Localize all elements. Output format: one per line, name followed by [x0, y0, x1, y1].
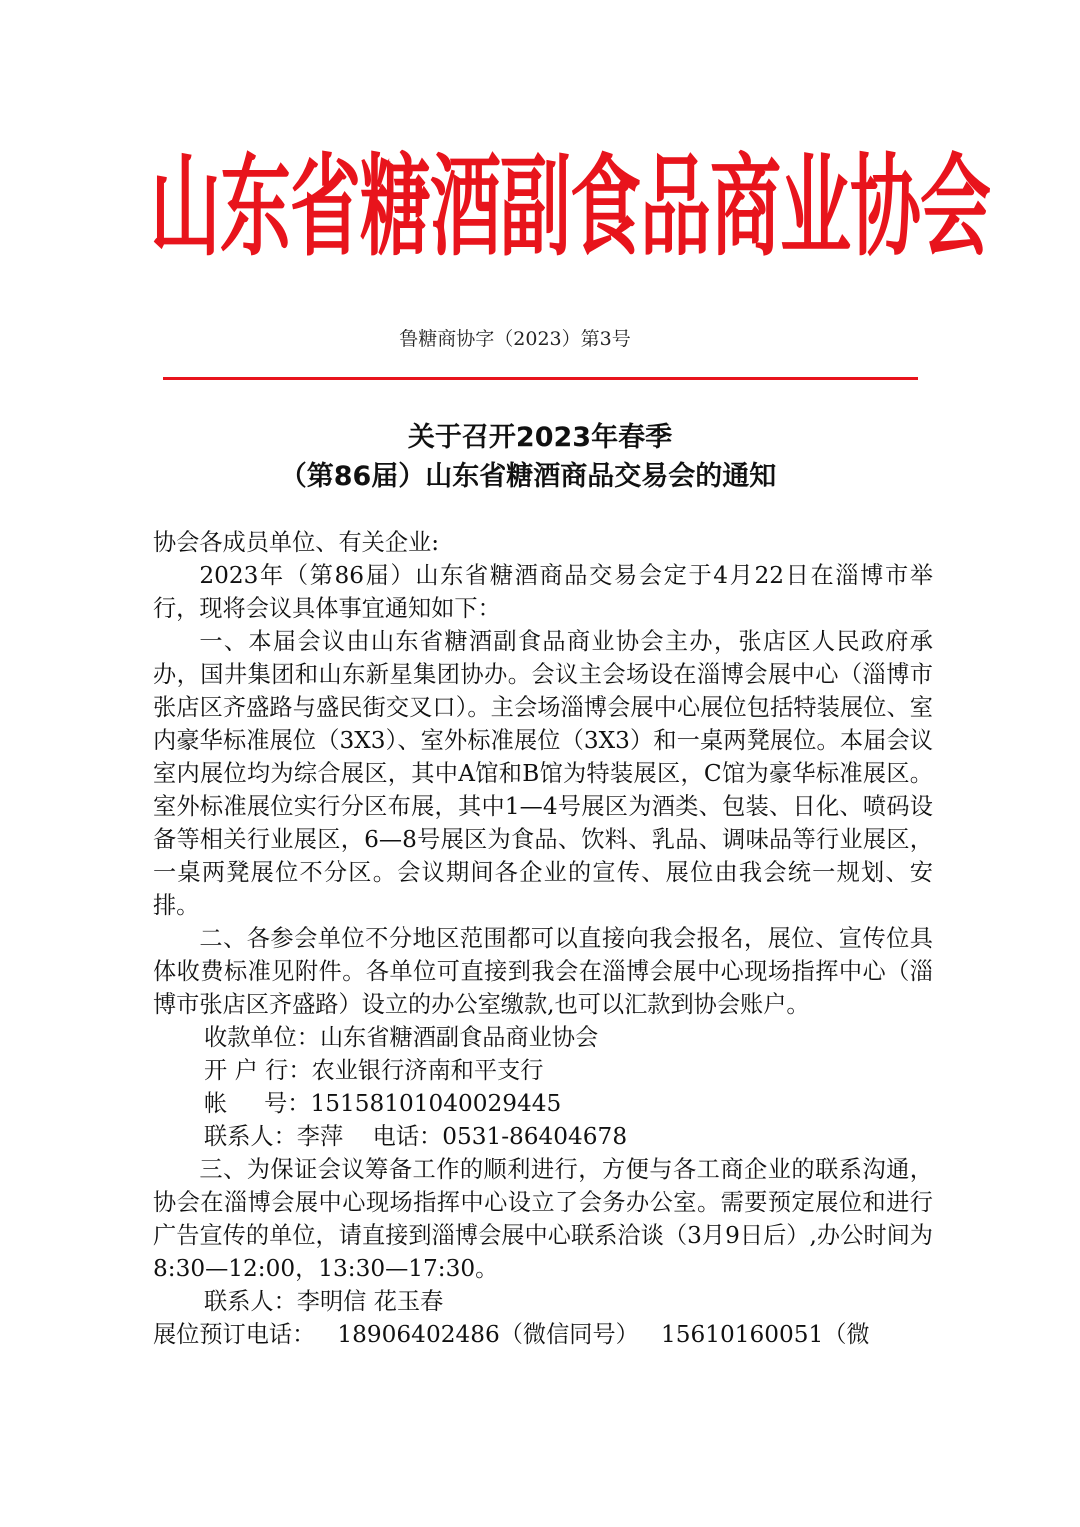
notice-title-line1: 关于召开2023年春季	[407, 422, 673, 453]
contact2-line: 联系人：李明信 花玉春	[204, 1288, 444, 1315]
contact-line: 联系人：李萍 电话：0531-86404678	[204, 1123, 628, 1150]
document-number: 鲁糖商协字（2023）第3号	[399, 328, 631, 350]
section-2-paragraph: 二、各参会单位不分地区范围都可以直接向我会报名，展位、宣传位具体收费标准见附件。各单位可直接到我会在淄博会展中心现场指挥中心（淄博市张店区齐盛路）设立的办公室缴款,也可以汇款到协会账户。	[153, 925, 933, 1018]
org-name-heading: 山东省糖酒副食品商业协会	[150, 142, 991, 272]
salutation: 协会各成员单位、有关企业:	[153, 529, 440, 556]
section-3-paragraph: 三、为保证会议筹备工作的顺利进行，方便与各工商企业的联系沟通，协会在淄博会展中心现场指挥中心设立了会务办公室。需要预定展位和进行广告宣传的单位，请直接到淄博会展中心联系洽谈（3月9日后）,办公时间为8:30—12:00，13:30—17:30。	[153, 1156, 933, 1282]
red-divider	[163, 377, 918, 380]
account-line: 帐 号：15158101040029445	[204, 1090, 562, 1117]
section-1-paragraph: 一、本届会议由山东省糖酒副食品商业协会主办，张店区人民政府承办，国井集团和山东新星集团协办。会议主会场设在淄博会展中心（淄博市张店区齐盛路与盛民街交叉口）。主会场淄博会展中心展位包括特装展位、室内豪华标准展位（3X3）、室外标准展位（3X3）和一桌两凳展位。本届会议室内展位均为综合展区，其中A馆和B馆为特装展区，C馆为豪华标准展区。室外标准展位实行分区布展，其中1—4号展区为酒类、包装、日化、喷码设备等相关行业展区，6—8号展区为食品、饮料、乳品、调味品等行业展区，一桌两凳展位不分区。会议期间各企业的宣传、展位由我会统一规划、安排。	[153, 628, 933, 919]
bank-line: 开 户 行：农业银行济南和平支行	[204, 1057, 544, 1084]
booking-phone-line: 展位预订电话： 18906402486（微信同号） 15610160051（微	[153, 1321, 870, 1348]
notice-body	[153, 526, 933, 1351]
payee-line: 收款单位：山东省糖酒副食品商业协会	[204, 1024, 599, 1051]
notice-title-line2: （第86届）山东省糖酒商品交易会的通知	[279, 461, 777, 492]
intro-paragraph: 2023年（第86届）山东省糖酒商品交易会定于4月22日在淄博市举行，现将会议具体事宜通知如下：	[153, 562, 933, 622]
